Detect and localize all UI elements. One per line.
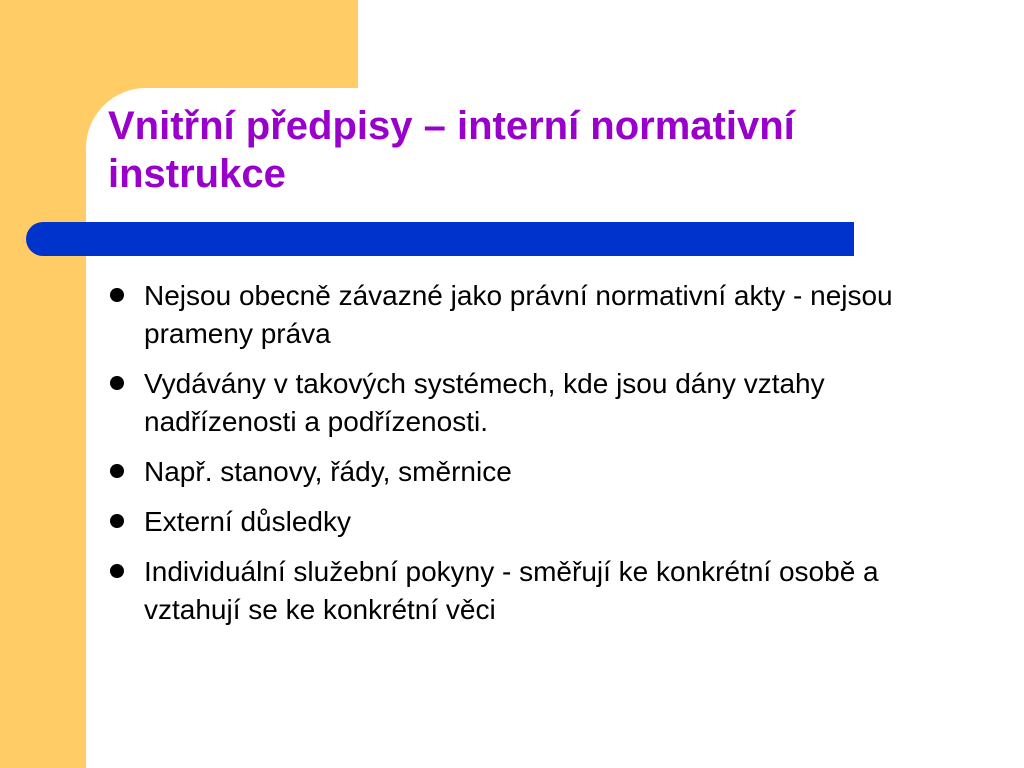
bullet-text: Individuální služební pokyny - směřují ke konkrétní osobě a vztahují se ke konkrétní věci <box>144 556 879 625</box>
bullet-dot-icon <box>110 288 124 302</box>
bullet-item <box>108 553 958 629</box>
accent-top-stripe <box>0 0 358 88</box>
bullet-text: Externí důsledky <box>144 506 351 537</box>
bullet-text: Vydávány v takových systémech, kde jsou dány vztahy nadřízenosti a podřízenosti. <box>144 368 825 437</box>
bullet-item <box>108 277 958 353</box>
accent-left-stripe <box>0 0 86 768</box>
bullet-list <box>108 277 958 641</box>
slide-title: Vnitřní předpisy – interní normativní instrukce <box>108 104 795 196</box>
bullet-dot-icon <box>110 376 124 390</box>
bullet-dot-icon <box>110 464 124 478</box>
bullet-item <box>108 503 958 541</box>
title-underline-bar <box>26 222 854 256</box>
bullet-dot-icon <box>110 564 124 578</box>
bullet-dot-icon <box>110 514 124 528</box>
bullet-text: Nejsou obecně závazné jako právní normativní akty - nejsou prameny práva <box>144 280 893 349</box>
bullet-item <box>108 453 958 491</box>
bullet-text: Např. stanovy, řády, směrnice <box>144 456 512 487</box>
bullet-item <box>108 365 958 441</box>
